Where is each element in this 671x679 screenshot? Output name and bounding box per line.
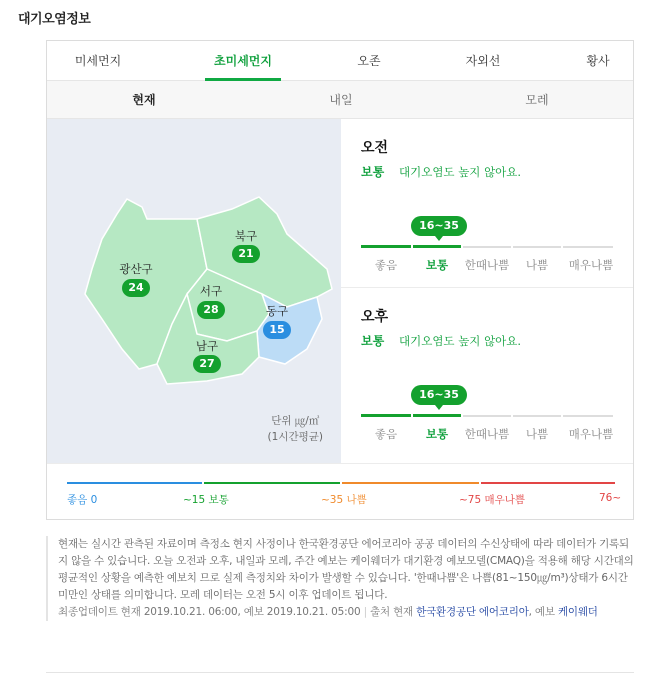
region-name-dong: 동구 xyxy=(265,304,289,318)
forecast-am xyxy=(341,119,633,288)
region-value-buk: 21 xyxy=(232,245,260,263)
region-name-buk: 북구 xyxy=(234,229,258,243)
forecast-am-title: 오전 xyxy=(361,140,389,156)
scale-segment xyxy=(563,246,613,248)
level-very-bad: 매우나쁨 xyxy=(568,427,614,441)
subtab-now[interactable]: 현재 xyxy=(132,93,156,107)
region-name-gwangsan: 광산구 xyxy=(119,262,153,276)
forecast-am-range: 16~35 xyxy=(411,216,467,236)
region-value-seo: 28 xyxy=(197,301,225,319)
forecast-pm-title: 오후 xyxy=(361,309,389,325)
region-value-gwangsan: 24 xyxy=(122,279,150,297)
level-normal: 보통 xyxy=(425,258,449,272)
page-title: 대기오염정보 xyxy=(18,12,91,27)
region-value-dong: 15 xyxy=(263,321,291,339)
forecast-pm-desc: 대기오염도 높지 않아요. xyxy=(399,334,522,348)
note-text: 현재는 실시간 관측된 자료이며 측정소 현지 사정이나 한국환경공단 에어코리아 공공 데이터의 수신상태에 따라 데이터가 기록되지 않을 수 있습니다. 오늘 오전과 오후, 내일과 모레, 주간 예보는 케이웨더가 대기환경 예보모델(CMAQ)을 적용해 해당 시간대의 평균적인 상황을 예측한 예보치 므로 실제 측정치와 차이가 발생할 수 있습니다. '한때나쁨'은 나쁨(81~150㎍/m³)상태가 6시간 미만인 상태를 의미합니다. 모레 데이터는 오전 5시 이후 업데이트 됩니다. xyxy=(58,538,634,601)
level-bad: 나쁨 xyxy=(525,427,549,441)
pollutant-tabs xyxy=(47,41,633,81)
divider xyxy=(46,672,634,673)
forecast-pm xyxy=(341,288,633,460)
forecast-am-desc: 대기오염도 높지 않아요. xyxy=(399,165,522,179)
legend-bar-normal xyxy=(204,482,340,484)
source-airkorea-link[interactable]: 한국환경공단 에어코리아 xyxy=(416,606,529,618)
unit-average: (1시간평균) xyxy=(267,431,323,443)
scale-segment xyxy=(463,246,511,248)
scale-segment xyxy=(361,414,411,417)
tab-fine-dust[interactable]: 미세먼지 xyxy=(74,54,122,68)
region-name-seo: 서구 xyxy=(199,284,223,298)
tab-uv[interactable]: 자외선 xyxy=(465,54,501,68)
time-subtabs xyxy=(47,81,633,119)
tab-ozone[interactable]: 오존 xyxy=(357,54,381,68)
unit-note xyxy=(268,413,323,445)
unit-label: 단위 ㎍/㎥ xyxy=(271,415,320,427)
legend-normal: ~15 보통 xyxy=(183,494,229,506)
region-name-nam: 남구 xyxy=(195,339,219,353)
level-bad: 나쁨 xyxy=(525,258,549,272)
level-normal: 보통 xyxy=(425,427,449,441)
info-note xyxy=(46,536,634,621)
level-temp-bad: 한때나쁨 xyxy=(464,427,510,441)
legend-very-bad: ~75 매우나쁨 xyxy=(459,494,526,506)
tab-ultrafine-dust[interactable]: 초미세먼지 xyxy=(214,54,272,68)
source-kweather-link[interactable]: 케이웨더 xyxy=(557,606,598,618)
air-quality-panel xyxy=(46,40,634,520)
legend-bar-bad xyxy=(342,482,479,484)
region-value-nam: 27 xyxy=(193,355,221,373)
scale-segment xyxy=(413,414,461,417)
subtab-day-after[interactable]: 모레 xyxy=(525,93,549,107)
legend-end: 76~ xyxy=(599,492,622,504)
level-temp-bad: 한때나쁨 xyxy=(464,258,510,272)
scale-segment xyxy=(563,415,613,417)
forecast-pm-scale xyxy=(361,415,613,418)
legend-bad: ~35 나쁨 xyxy=(321,494,367,506)
tab-yellow-dust[interactable]: 황사 xyxy=(586,54,610,68)
note-update-line: 최종업데이트 현재 2019.10.21. 06:00, 예보 2019.10.21. 05:00 | 출처 현재 한국환경공단 에어코리아, 예보 케이웨더 xyxy=(58,606,598,618)
level-good: 좋음 xyxy=(374,258,398,272)
scale-segment xyxy=(463,415,511,417)
legend-bar-good xyxy=(67,482,202,484)
legend-bar-very-bad xyxy=(481,482,615,484)
scale-segment xyxy=(413,245,461,248)
forecast-pm-range: 16~35 xyxy=(411,385,467,405)
scale-segment xyxy=(513,415,561,417)
scale-segment xyxy=(513,246,561,248)
level-good: 좋음 xyxy=(374,427,398,441)
forecast-am-status: 보통 xyxy=(361,165,385,179)
region-map xyxy=(47,119,341,463)
concentration-legend xyxy=(47,463,633,520)
forecast-am-scale xyxy=(361,246,613,249)
source-prefix: 출처 현재 xyxy=(370,606,413,618)
source-mid: , 예보 xyxy=(528,606,555,618)
region-map-shapes xyxy=(47,119,341,463)
update-time: 최종업데이트 현재 2019.10.21. 06:00, 예보 2019.10.21. 05:00 xyxy=(58,606,361,618)
scale-segment xyxy=(361,245,411,248)
level-very-bad: 매우나쁨 xyxy=(568,258,614,272)
legend-good: 좋음 0 xyxy=(67,494,98,506)
subtab-tomorrow[interactable]: 내일 xyxy=(329,93,353,107)
forecast-pm-status: 보통 xyxy=(361,334,385,348)
